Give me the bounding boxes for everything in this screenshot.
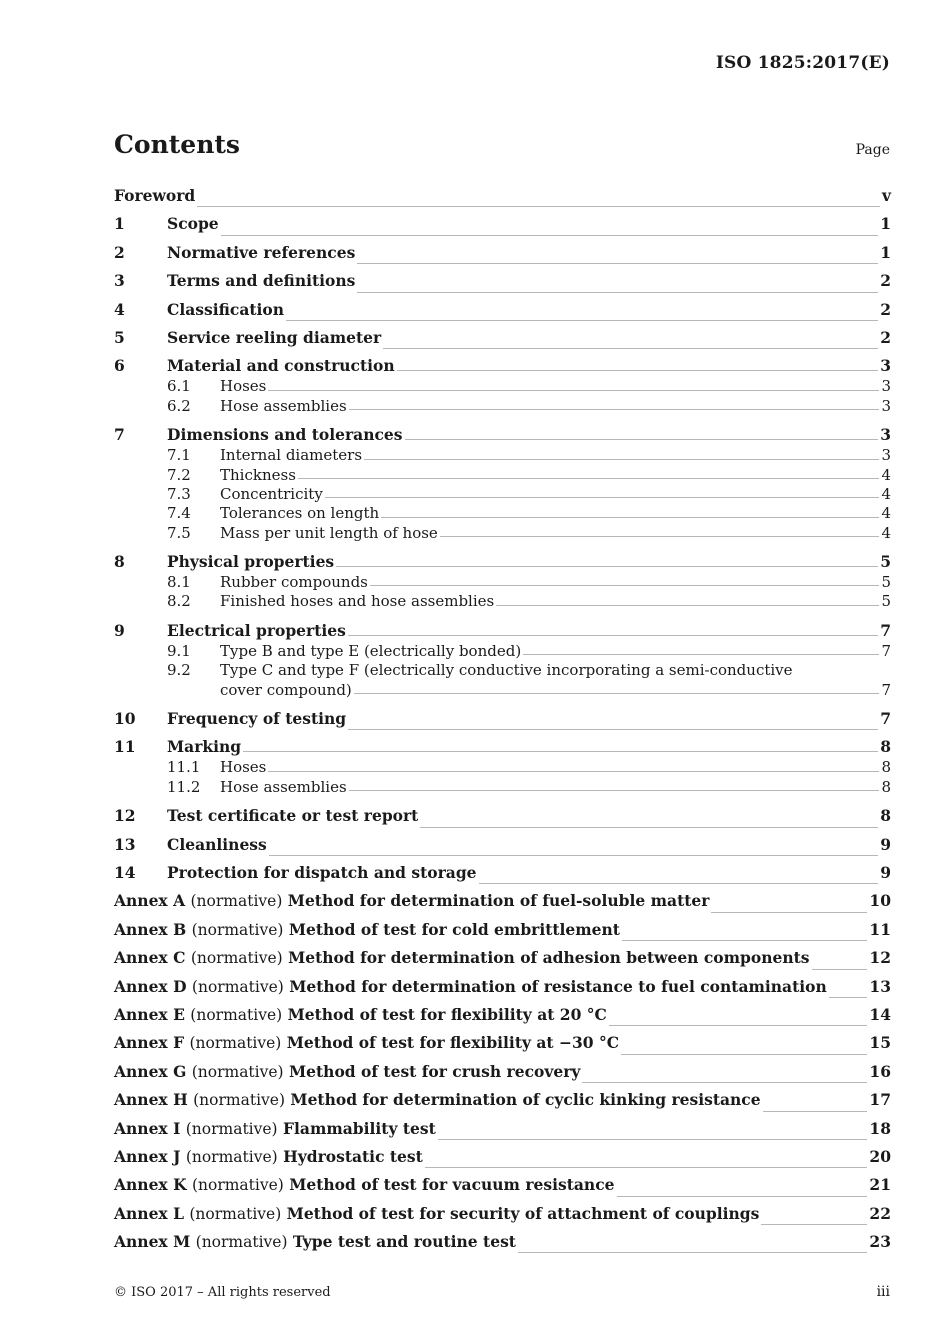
toc-title: Internal diameters (220, 446, 363, 465)
toc-title: Cleanliness (167, 834, 267, 854)
toc-page: 3 (881, 377, 891, 396)
toc-page: 5 (881, 573, 891, 592)
toc-number: 6 (114, 356, 125, 376)
dot-leader (523, 651, 879, 656)
dot-leader (397, 367, 879, 372)
toc-page: 3 (881, 396, 891, 415)
annex-type: (normative) (190, 892, 283, 911)
toc-title: Thickness (220, 465, 296, 484)
toc-page: 9 (880, 862, 891, 882)
toc-page: 4 (881, 523, 891, 542)
toc-page: 20 (869, 1146, 891, 1166)
toc-title: Protection for dispatch and storage (167, 862, 477, 882)
toc-number: 8.2 (167, 592, 191, 611)
dot-leader (420, 824, 878, 829)
toc-entry-annex-f[interactable] (114, 1032, 891, 1060)
dot-leader (479, 880, 879, 885)
annex-label: Annex H (114, 1090, 188, 1110)
toc-title: Rubber compounds (220, 573, 368, 592)
annex-type: (normative) (191, 1062, 284, 1081)
page-number: iii (876, 1284, 890, 1300)
toc-entry-foreword[interactable] (114, 185, 891, 213)
toc-title: Method for determination of cyclic kinking resistance (290, 1090, 761, 1110)
toc-page: 14 (869, 1004, 891, 1024)
toc-number: 2 (114, 242, 125, 262)
dot-leader (221, 232, 879, 237)
toc-title: Method for determination of fuel-soluble matter (287, 891, 710, 911)
toc-page: 21 (869, 1175, 891, 1195)
toc-title-line1: Type C and type F (electrically conductive incorporating a semi-conductive (220, 661, 793, 680)
toc-entry-7[interactable] (114, 424, 891, 446)
toc-entry-6[interactable] (114, 355, 891, 377)
annex-type: (normative) (191, 920, 284, 939)
toc-title: Hose assemblies (220, 777, 347, 796)
toc-entry-13[interactable] (114, 834, 891, 862)
toc-page: 5 (880, 552, 891, 572)
dot-leader (440, 533, 880, 538)
dot-leader (298, 475, 880, 480)
toc-entry-annex-h[interactable] (114, 1089, 891, 1117)
toc-page: 9 (880, 834, 891, 854)
toc-entry-11-2[interactable] (114, 778, 891, 797)
dot-leader (286, 317, 878, 322)
toc-number: 7.4 (167, 504, 191, 523)
dot-leader (582, 1079, 867, 1084)
contents-title: Contents (114, 130, 241, 159)
toc-page: 16 (869, 1061, 891, 1081)
toc-number: 5 (114, 327, 125, 347)
dot-leader (348, 632, 878, 637)
copyright-notice: © ISO 2017 – All rights reserved (114, 1285, 331, 1300)
toc-title: Electrical properties (167, 620, 346, 640)
annex-type: (normative) (191, 1176, 284, 1195)
toc-number: 10 (114, 709, 136, 729)
toc-title: Hoses (220, 758, 267, 777)
dot-leader (325, 494, 880, 499)
annex-type: (normative) (189, 1034, 282, 1053)
toc-page: 4 (881, 484, 891, 503)
dot-leader (349, 406, 880, 411)
toc-page: v (881, 186, 891, 205)
toc-page: 18 (869, 1118, 891, 1138)
toc-page: 1 (880, 242, 891, 262)
toc-page: 2 (880, 327, 891, 347)
toc-page: 23 (869, 1232, 891, 1252)
toc-page: 8 (880, 806, 891, 826)
annex-label: Annex C (114, 948, 186, 968)
toc-number: 8.1 (167, 573, 191, 592)
toc-title: Hoses (220, 377, 267, 396)
toc-entry-10[interactable] (114, 708, 891, 736)
toc-title: Method of test for security of attachment of couplings (286, 1203, 760, 1223)
dot-leader (268, 768, 879, 773)
toc-page: 7 (880, 709, 891, 729)
toc-page: 12 (869, 948, 891, 968)
toc-number: 9.2 (167, 661, 191, 680)
toc-page: 22 (869, 1203, 891, 1223)
toc-entry-annex-e[interactable] (114, 1004, 891, 1032)
toc-number: 6.1 (167, 377, 191, 396)
toc-entry-9-2-continued[interactable] (114, 681, 891, 700)
dot-leader (336, 563, 878, 568)
toc-title: Material and construction (167, 356, 395, 376)
toc-number: 14 (114, 862, 136, 882)
dot-leader (269, 852, 878, 857)
toc-entry-7-5[interactable] (114, 524, 891, 543)
annex-label: Annex E (114, 1004, 185, 1024)
toc-entry-1[interactable] (114, 213, 891, 241)
toc-page: 5 (881, 592, 891, 611)
annex-type: (normative) (185, 1119, 278, 1138)
annex-label: Annex J (114, 1146, 181, 1166)
toc-page: 17 (869, 1090, 891, 1110)
toc-entry-6-2[interactable] (114, 397, 891, 416)
toc-number: 11.1 (167, 758, 201, 777)
toc-title-line2: cover compound) (220, 680, 352, 699)
toc-entry-annex-c[interactable] (114, 947, 891, 975)
dot-leader (496, 602, 879, 607)
toc-page: 3 (881, 446, 891, 465)
toc-page: 4 (881, 504, 891, 523)
table-of-contents (114, 185, 891, 1259)
annex-label: Annex A (114, 891, 186, 911)
toc-title: Flammability test (283, 1118, 436, 1138)
toc-number: 3 (114, 271, 125, 291)
toc-entry-annex-i[interactable] (114, 1118, 891, 1146)
toc-page: 15 (869, 1033, 891, 1053)
annex-label: Annex B (114, 919, 187, 939)
toc-number: 9.1 (167, 641, 191, 660)
dot-leader (364, 456, 879, 461)
toc-page: 13 (869, 976, 891, 996)
toc-number: 7.3 (167, 484, 191, 503)
toc-title: Foreword (114, 186, 196, 205)
toc-title: Concentricity (220, 484, 323, 503)
annex-label: Annex D (114, 976, 187, 996)
toc-title: Method for determination of adhesion between components (288, 948, 810, 968)
toc-page: 7 (880, 620, 891, 640)
toc-entry-8[interactable] (114, 551, 891, 573)
toc-title: Hydrostatic test (283, 1146, 423, 1166)
annex-type: (normative) (191, 977, 284, 996)
dot-leader (425, 1164, 868, 1169)
toc-title: Classification (167, 299, 285, 319)
toc-number: 11.2 (167, 777, 201, 796)
annex-label: Annex M (114, 1232, 191, 1252)
toc-entry-5[interactable] (114, 327, 891, 355)
annex-label: Annex I (114, 1118, 181, 1138)
toc-number: 7.1 (167, 446, 191, 465)
toc-page: 1 (880, 214, 891, 234)
dot-leader (622, 937, 867, 942)
document-id: ISO 1825:2017(E) (715, 53, 890, 73)
toc-title: Type test and routine test (292, 1232, 516, 1252)
toc-title: Frequency of testing (167, 709, 347, 729)
toc-number: 8 (114, 552, 125, 572)
toc-title: Tolerances on length (220, 504, 380, 523)
toc-number: 6.2 (167, 396, 191, 415)
toc-page: 8 (881, 777, 891, 796)
toc-number: 11 (114, 737, 136, 757)
toc-number: 7.5 (167, 523, 191, 542)
toc-entry-8-2[interactable] (114, 592, 891, 611)
toc-page: 3 (880, 425, 891, 445)
toc-title: Method of test for crush recovery (289, 1061, 581, 1081)
dot-leader (370, 582, 880, 587)
toc-page: 3 (880, 356, 891, 376)
toc-entry-11-1[interactable] (114, 758, 891, 777)
toc-title: Scope (167, 214, 219, 234)
toc-entry-annex-k[interactable] (114, 1174, 891, 1202)
toc-page: 2 (880, 271, 891, 291)
toc-entry-annex-j[interactable] (114, 1146, 891, 1174)
toc-entry-7-1[interactable] (114, 446, 891, 465)
toc-entry-3[interactable] (114, 270, 891, 298)
toc-title: Method of test for cold embrittlement (288, 919, 620, 939)
toc-number: 13 (114, 834, 136, 854)
toc-entry-annex-d[interactable] (114, 976, 891, 1004)
toc-number: 4 (114, 299, 125, 319)
toc-title: Type B and type E (electrically bonded) (220, 641, 522, 660)
toc-entry-8-1[interactable] (114, 573, 891, 592)
dot-leader (405, 436, 879, 441)
toc-number: 7.2 (167, 465, 191, 484)
toc-title: Test certificate or test report (167, 806, 419, 826)
dot-leader (829, 994, 868, 999)
toc-entry-12[interactable] (114, 805, 891, 833)
toc-page: 2 (880, 299, 891, 319)
dot-leader (357, 260, 878, 265)
toc-entry-annex-m[interactable] (114, 1231, 891, 1259)
annex-type: (normative) (195, 1233, 288, 1252)
annex-label: Annex L (114, 1203, 184, 1223)
toc-title: Finished hoses and hose assemblies (220, 592, 495, 611)
annex-type: (normative) (185, 1147, 278, 1166)
annex-type: (normative) (190, 1005, 283, 1024)
dot-leader (763, 1108, 868, 1113)
dot-leader (197, 203, 880, 208)
toc-title: Method for determination of resistance to fuel contamination (289, 976, 827, 996)
toc-page: 7 (881, 680, 891, 699)
toc-page: 10 (869, 891, 891, 911)
toc-entry-annex-b[interactable] (114, 919, 891, 947)
toc-title: Normative references (167, 242, 356, 262)
contents-heading (114, 130, 890, 164)
dot-leader (349, 787, 880, 792)
toc-title: Hose assemblies (220, 396, 347, 415)
toc-number: 1 (114, 214, 125, 234)
dot-leader (711, 909, 867, 914)
annex-type: (normative) (190, 949, 283, 968)
toc-entry-6-1[interactable] (114, 377, 891, 396)
annex-label: Annex G (114, 1061, 187, 1081)
dot-leader (812, 966, 868, 971)
toc-title: Method of test for vacuum resistance (289, 1175, 615, 1195)
toc-number: 9 (114, 620, 125, 640)
toc-page: 8 (881, 758, 891, 777)
toc-title: Mass per unit length of hose (220, 523, 438, 542)
toc-entry-annex-g[interactable] (114, 1061, 891, 1089)
toc-entry-7-4[interactable] (114, 504, 891, 523)
toc-entry-9-2[interactable] (114, 661, 891, 680)
dot-leader (348, 726, 878, 731)
dot-leader (617, 1193, 868, 1198)
toc-page: 11 (869, 919, 891, 939)
toc-title: Method of test for flexibility at −30 °C (286, 1033, 620, 1053)
toc-entry-annex-l[interactable] (114, 1203, 891, 1231)
toc-title: Dimensions and tolerances (167, 425, 403, 445)
dot-leader (381, 514, 879, 519)
dot-leader (268, 387, 879, 392)
dot-leader (357, 289, 878, 294)
toc-title: Physical properties (167, 552, 335, 572)
toc-entry-annex-a[interactable] (114, 890, 891, 918)
toc-title: Service reeling diameter (167, 327, 382, 347)
annex-type: (normative) (189, 1204, 282, 1223)
toc-entry-14[interactable] (114, 862, 891, 890)
toc-entry-7-2[interactable] (114, 466, 891, 485)
toc-entry-9-1[interactable] (114, 642, 891, 661)
toc-title: Terms and definitions (167, 271, 356, 291)
page-column-label: Page (855, 142, 890, 158)
toc-title: Method of test for flexibility at 20 °C (287, 1004, 607, 1024)
toc-entry-4[interactable] (114, 299, 891, 327)
toc-entry-2[interactable] (114, 242, 891, 270)
toc-title: Marking (167, 737, 242, 757)
toc-entry-9[interactable] (114, 620, 891, 642)
dot-leader (438, 1136, 868, 1141)
toc-page: 7 (881, 641, 891, 660)
toc-entry-11[interactable] (114, 736, 891, 758)
dot-leader (621, 1051, 867, 1056)
dot-leader (354, 690, 880, 695)
annex-label: Annex K (114, 1175, 187, 1195)
toc-number: 12 (114, 806, 136, 826)
dot-leader (761, 1221, 867, 1226)
dot-leader (243, 748, 878, 753)
toc-number: 7 (114, 425, 125, 445)
toc-page: 4 (881, 465, 891, 484)
dot-leader (518, 1249, 867, 1254)
dot-leader (609, 1022, 868, 1027)
annex-type: (normative) (193, 1091, 285, 1110)
dot-leader (383, 345, 878, 350)
toc-page: 8 (880, 737, 891, 757)
annex-label: Annex F (114, 1033, 185, 1053)
toc-entry-7-3[interactable] (114, 485, 891, 504)
